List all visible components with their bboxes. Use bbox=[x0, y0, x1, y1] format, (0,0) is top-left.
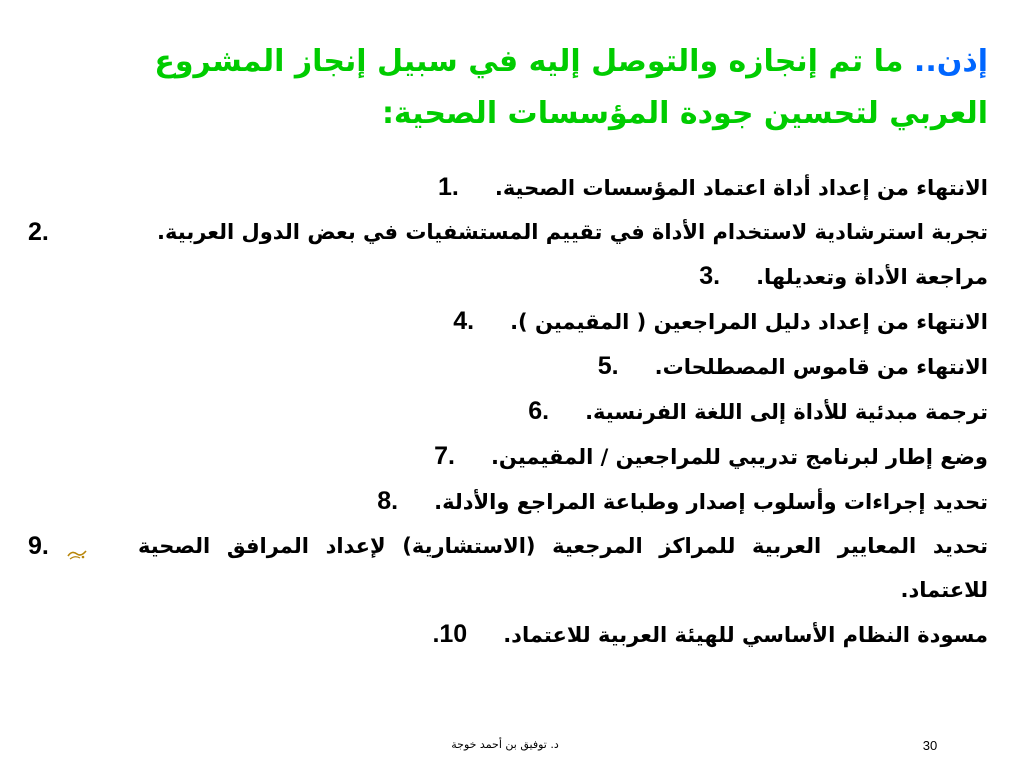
list-item-text: مراجعة الأداة وتعديلها. bbox=[756, 265, 988, 289]
list-item bbox=[28, 165, 988, 210]
list-item bbox=[28, 254, 988, 299]
list-item-number: 9. bbox=[28, 532, 49, 560]
list-item-text: الانتهاء من إعداد دليل المراجعين ( المقيمين ). bbox=[510, 310, 988, 334]
list-item-text: تحديد إجراءات وأسلوب إصدار وطباعة المراجع والأدلة. bbox=[434, 490, 988, 514]
list-item bbox=[28, 524, 988, 612]
list-item-number: 8. bbox=[377, 487, 399, 515]
list-item-number: .10 bbox=[432, 620, 468, 648]
footer-author: د. توفيق بن أحمد خوجة bbox=[451, 738, 559, 751]
list-item bbox=[28, 299, 988, 344]
list-item-text: ترجمة مبدئية للأداة إلى اللغة الفرنسية. bbox=[585, 400, 988, 424]
list-item-number: 7. bbox=[434, 442, 455, 470]
list-item-text: وضع إطار لبرنامج تدريبي للمراجعين / المقيمين. bbox=[490, 445, 988, 469]
list-item-number: 5. bbox=[597, 352, 619, 380]
list-item-number: 2. bbox=[28, 218, 49, 246]
list-item-number: 4. bbox=[453, 307, 475, 335]
list-item-number: 1. bbox=[437, 173, 459, 201]
list-item-text: الانتهاء من إعداد أداة اعتماد المؤسسات الصحية. bbox=[494, 176, 988, 200]
list-item bbox=[28, 389, 988, 434]
title-rest: ما تم إنجازه والتوصل إليه في سبيل إنجاز المشروع العربي لتحسين جودة المؤسسات الصحية: bbox=[154, 44, 988, 131]
list-item bbox=[28, 434, 988, 479]
achievements-list bbox=[28, 165, 988, 657]
list-item bbox=[28, 479, 988, 524]
slide-title bbox=[88, 36, 988, 140]
list-item-number: 6. bbox=[528, 397, 550, 425]
list-item-text: الانتهاء من قاموس المصطلحات. bbox=[654, 355, 988, 379]
list-item bbox=[28, 344, 988, 389]
list-item bbox=[28, 210, 988, 254]
list-item-text: تحديد المعايير العربية للمراكز المرجعية (الاستشارية) لإعداد المرافق الصحية للاعتماد. bbox=[138, 534, 988, 602]
title-lead: إذن.. bbox=[913, 44, 988, 79]
page-number: 30 bbox=[922, 738, 938, 753]
list-item-number: 3. bbox=[699, 262, 721, 290]
list-item-text: مسودة النظام الأساسي للهيئة العربية للاعتماد. bbox=[503, 623, 988, 647]
ornament-icon bbox=[66, 546, 88, 562]
list-item bbox=[28, 612, 988, 657]
list-item-text: تجربة استرشادية لاستخدام الأداة في تقييم المستشفيات في بعض الدول العربية. bbox=[157, 220, 988, 244]
